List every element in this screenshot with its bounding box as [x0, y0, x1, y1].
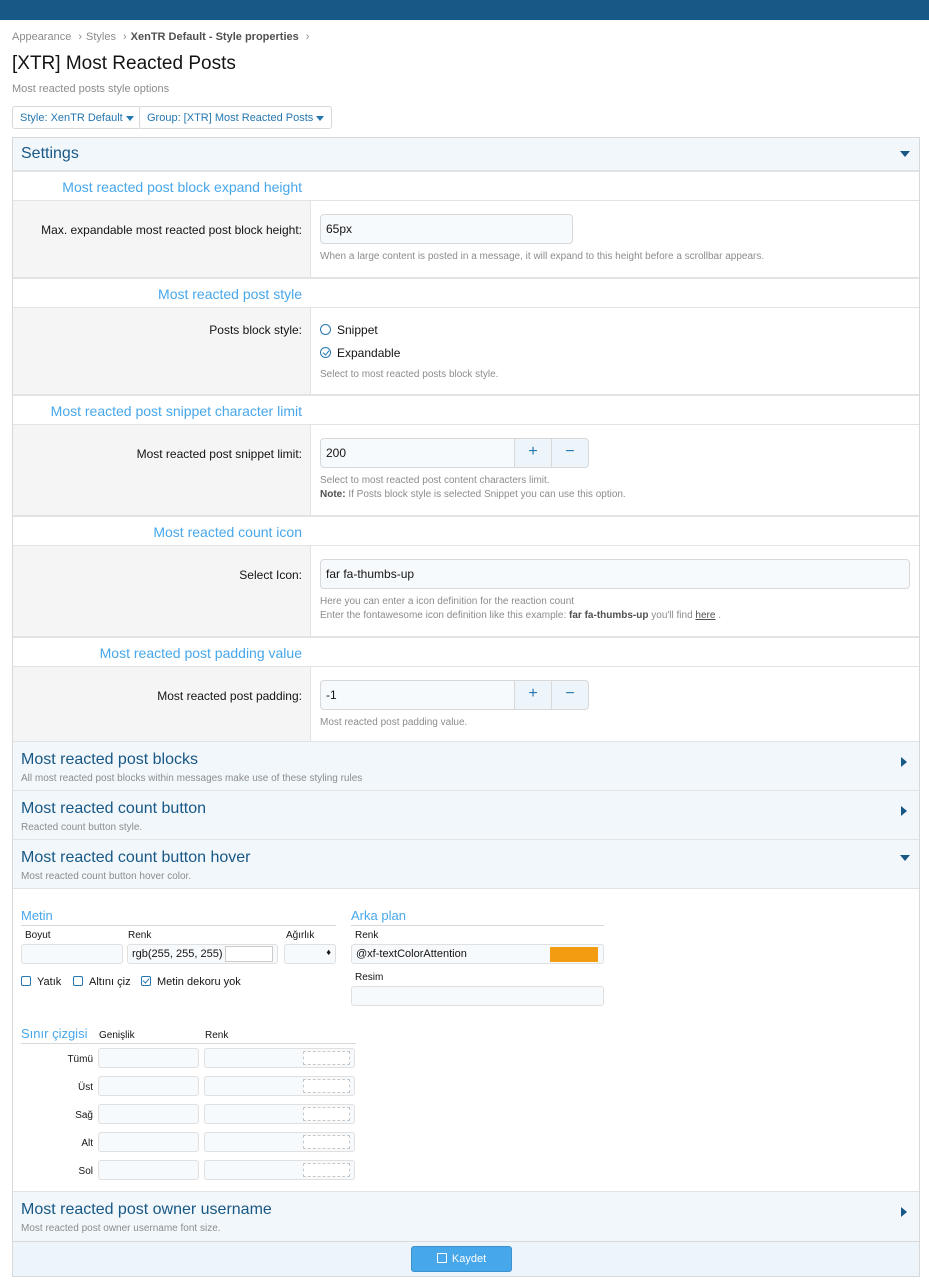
border-row-label: Sağ: [75, 1110, 93, 1121]
field-hint: Select to most reacted post content characters limit.: [320, 475, 550, 486]
background-heading: Arka plan: [351, 908, 406, 923]
border-color-label: Renk: [205, 1030, 229, 1041]
section-post-blocks[interactable]: [13, 742, 919, 791]
page-title: [XTR] Most Reacted Posts: [12, 53, 236, 74]
field-note: Note: If Posts block style is selected Snippet you can use this option.: [320, 489, 626, 500]
image-label: Resim: [355, 972, 384, 983]
border-left-color-swatch[interactable]: [303, 1163, 350, 1177]
section-description: Reacted count button style.: [21, 822, 143, 833]
chevron-right-icon: ›: [122, 31, 127, 43]
plus-icon: +: [528, 685, 538, 702]
size-label: Boyut: [25, 930, 51, 941]
style-filter-button[interactable]: [12, 106, 142, 129]
bg-color-swatch[interactable]: [550, 947, 598, 962]
decrement-button[interactable]: [551, 680, 589, 710]
decrement-button[interactable]: [551, 438, 589, 468]
field-label: Select Icon:: [239, 568, 302, 582]
breadcrumb: [12, 31, 313, 43]
caret-down-icon: [126, 116, 134, 121]
border-bottom-width-input[interactable]: [98, 1132, 199, 1152]
snippet-limit-input[interactable]: 200: [320, 438, 515, 468]
save-button[interactable]: Kaydet: [411, 1246, 512, 1272]
expand-arrow-icon[interactable]: [901, 1207, 907, 1217]
checkbox-checked-icon: [141, 976, 151, 986]
border-row-label: Üst: [78, 1082, 93, 1093]
group-title: Most reacted post block expand height: [62, 179, 302, 195]
text-color-input[interactable]: rgb(255, 255, 255): [127, 944, 278, 964]
border-width-label: Genişlik: [99, 1030, 135, 1041]
group-count-icon: [13, 516, 919, 546]
italic-checkbox[interactable]: Yatık: [21, 976, 61, 988]
border-row-label: Sol: [78, 1166, 93, 1177]
field-hint: Select to most reacted posts block style.: [320, 369, 499, 380]
expand-arrow-icon[interactable]: [901, 806, 907, 816]
text-color-swatch[interactable]: [225, 946, 273, 962]
minus-icon: −: [565, 443, 575, 460]
top-navigation-bar: [0, 0, 929, 20]
field-label: Max. expandable most reacted post block height:: [41, 223, 302, 237]
field-label: Most reacted post padding:: [157, 689, 302, 703]
icon-input[interactable]: far fa-thumbs-up: [320, 559, 910, 589]
row-post-style: [13, 308, 919, 395]
save-icon: [437, 1253, 447, 1263]
section-owner-username[interactable]: [13, 1192, 919, 1241]
breadcrumb-item-appearance[interactable]: Appearance: [12, 31, 72, 43]
row-expand-height: [13, 201, 919, 278]
caret-down-icon: [316, 116, 324, 121]
settings-title: Settings: [21, 145, 79, 162]
radio-expandable[interactable]: Expandable: [320, 346, 400, 360]
bg-color-input[interactable]: @xf-textColorAttention: [351, 944, 604, 964]
underline-checkbox[interactable]: Altını çiz: [73, 976, 131, 988]
row-padding: [13, 667, 919, 742]
breadcrumb-item-styles[interactable]: Styles: [86, 31, 116, 43]
radio-snippet[interactable]: Snippet: [320, 323, 378, 337]
field-hint: Most reacted post padding value.: [320, 717, 468, 728]
bg-color-label: Renk: [355, 930, 379, 941]
border-top-color-swatch[interactable]: [303, 1079, 350, 1093]
group-title: Most reacted post padding value: [99, 645, 302, 661]
group-snippet-limit: [13, 395, 919, 425]
padding-input[interactable]: -1: [320, 680, 515, 710]
chevron-right-icon: ›: [78, 31, 82, 43]
border-right-width-input[interactable]: [98, 1104, 199, 1124]
group-title: Most reacted count icon: [153, 524, 302, 540]
collapse-arrow-icon[interactable]: [900, 151, 910, 157]
group-filter-button[interactable]: [139, 106, 332, 129]
row-snippet-limit: [13, 425, 919, 516]
group-padding: [13, 637, 919, 667]
border-top-width-input[interactable]: [98, 1076, 199, 1096]
group-post-style: [13, 278, 919, 308]
radio-checked-icon: [320, 347, 331, 358]
checkbox-unchecked-icon: [21, 976, 31, 986]
breadcrumb-item-style-properties[interactable]: XenTR Default - Style properties: [130, 31, 299, 43]
section-description: All most reacted post blocks within messages make use of these styling rules: [21, 773, 363, 784]
field-hint: Here you can enter a icon definition for the reaction count: [320, 596, 575, 607]
page-description: Most reacted posts style options: [12, 83, 170, 95]
field-label: Most reacted post snippet limit:: [136, 447, 302, 461]
style-properties-block: [12, 137, 920, 1277]
border-heading: Sınır çizgisi: [21, 1026, 88, 1041]
section-description: Most reacted post owner username font size.: [21, 1223, 221, 1234]
border-all-color-swatch[interactable]: [303, 1051, 350, 1065]
border-bottom-color-swatch[interactable]: [303, 1135, 350, 1149]
border-left-width-input[interactable]: [98, 1160, 199, 1180]
field-label: Posts block style:: [209, 323, 302, 337]
chevron-right-icon: ›: [305, 31, 310, 43]
row-count-icon: [13, 546, 919, 637]
select-arrows-icon: ♦: [326, 947, 331, 957]
minus-icon: −: [565, 685, 575, 702]
group-title: Most reacted post snippet character limit: [50, 403, 302, 419]
border-right-color-swatch[interactable]: [303, 1107, 350, 1121]
section-count-button[interactable]: [13, 791, 919, 840]
text-heading: Metin: [21, 908, 53, 923]
here-link[interactable]: here: [695, 610, 716, 621]
field-hint: When a large content is posted in a message, it will expand to this height before a scrollbar appears.: [320, 251, 765, 262]
bg-image-input[interactable]: [351, 986, 604, 1006]
section-title: Most reacted count button hover: [21, 849, 251, 866]
settings-section-header[interactable]: [13, 138, 919, 171]
section-title: Most reacted post blocks: [21, 751, 198, 768]
group-title: Most reacted post style: [158, 286, 302, 302]
expand-arrow-icon[interactable]: [901, 757, 907, 767]
field-hint-example: Enter the fontawesome icon definition like this example: far fa-thumbs-up you'll find here .: [320, 610, 721, 621]
increment-button[interactable]: [514, 680, 552, 710]
radio-unchecked-icon: [320, 324, 331, 335]
checkbox-unchecked-icon: [73, 976, 83, 986]
increment-button[interactable]: [514, 438, 552, 468]
group-filter-label: Group: [XTR] Most Reacted Posts: [147, 112, 314, 124]
form-footer: [13, 1241, 919, 1276]
section-title: Most reacted count button: [21, 800, 206, 817]
plus-icon: +: [528, 443, 538, 460]
style-filter-label: Style: XenTR Default: [20, 112, 123, 124]
section-title: Most reacted post owner username: [21, 1201, 272, 1218]
font-weight-select[interactable]: [284, 944, 336, 964]
weight-label: Ağırlık: [286, 930, 315, 941]
collapse-arrow-icon[interactable]: [900, 855, 910, 861]
section-description: Most reacted count button hover color.: [21, 871, 192, 882]
color-label: Renk: [128, 930, 152, 941]
no-decoration-checkbox[interactable]: Metin dekoru yok: [141, 976, 241, 988]
border-all-width-input[interactable]: [98, 1048, 199, 1068]
expand-height-input[interactable]: 65px: [320, 214, 573, 244]
border-row-label: Alt: [81, 1138, 93, 1149]
style-editor: [13, 889, 919, 1192]
group-expand-height: [13, 171, 919, 201]
border-row-label: Tümü: [67, 1054, 93, 1065]
section-count-button-hover[interactable]: [13, 840, 919, 889]
font-size-input[interactable]: [21, 944, 123, 964]
